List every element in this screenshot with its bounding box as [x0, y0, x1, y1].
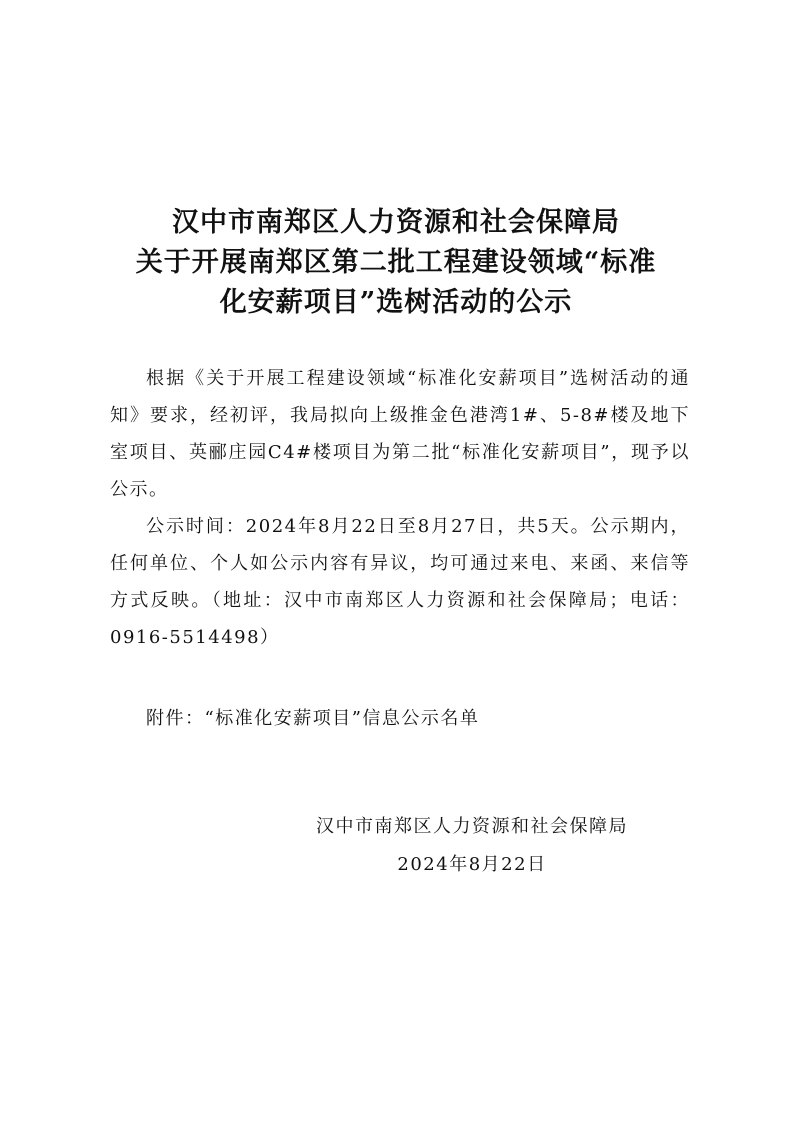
body-paragraph-2-container [110, 508, 690, 656]
signature-date: 2024年8月22日 [397, 854, 547, 875]
body-paragraph-2: 公示时间：2024年8月22日至8月27日，共5天。公示期内，任何单位、个人如公示内容有异议，均可通过来电、来函、来信等方式反映。（地址：汉中市南郑区人力资源和社会保障局；电话：0916-5514498） [110, 516, 690, 648]
title-line-1: 汉中市南郑区人力资源和社会保障局 [172, 207, 620, 238]
signature-block [292, 808, 652, 884]
document-title [100, 203, 692, 323]
signature-organization: 汉中市南郑区人力资源和社会保障局 [316, 816, 628, 837]
title-line-3: 化安薪项目”选树活动的公示 [219, 287, 573, 318]
title-line-2: 关于开展南郑区第二批工程建设领域“标准 [135, 247, 657, 278]
body-paragraph-1: 根据《关于开展工程建设领域“标准化安薪项目”选树活动的通知》要求，经初评，我局拟向上级推金色港湾1#、5-8#楼及地下室项目、英郦庄园C4#楼项目为第二批“标准化安薪项目”，现予以公示。 [110, 368, 690, 500]
attachment-line: 附件：“标准化安薪项目”信息公示名单 [146, 708, 480, 729]
body-paragraph-1-container [110, 360, 690, 508]
